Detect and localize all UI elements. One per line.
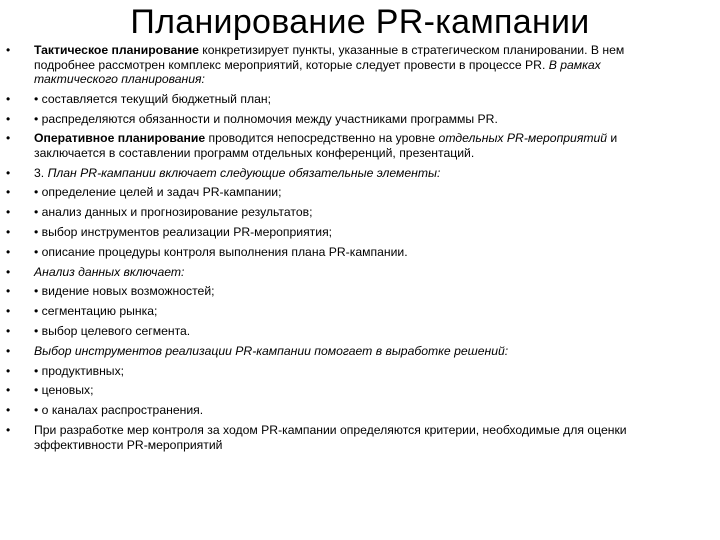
text-segment: При разработке мер контроля за ходом PR-кампании определяются критерии, необходимые для оценки эффективности PR-мероприятий [34, 423, 627, 452]
bullet-item [34, 225, 674, 240]
bullet-item [34, 131, 674, 160]
bullet-item [34, 403, 674, 418]
text-segment: Тактическое планирование [34, 43, 199, 57]
bullet-item [34, 284, 674, 299]
bullet-item [34, 423, 674, 452]
bullet-item [34, 383, 674, 398]
text-segment: отдельных PR-мероприятий [438, 131, 608, 146]
text-segment: • выбор целевого сегмента. [34, 324, 191, 339]
text-segment: • ценовых; [34, 383, 94, 398]
text-segment: План PR-кампании включает следующие обязательные элементы: [47, 165, 441, 180]
bullet-item [34, 265, 674, 280]
slide-title: Планирование PR-кампании [130, 3, 590, 41]
text-segment: • о каналах распространения. [34, 403, 204, 418]
bullet-item [34, 205, 674, 220]
text-segment: 3. [34, 165, 48, 180]
text-segment: • сегментацию рынка; [34, 304, 158, 319]
bullet-list [34, 43, 674, 457]
bullet-item [34, 245, 674, 260]
text-segment: В рамках тактического планирования: [34, 57, 601, 86]
text-segment: • определение целей и задач PR-кампании; [34, 185, 282, 200]
text-segment: Выбор инструментов реализации PR-кампании помогает в выработке решений: [34, 343, 509, 358]
bullet-item [34, 344, 674, 359]
bullet-item [34, 92, 674, 107]
text-segment: конкретизирует пункты, указанные в стратегическом планировании. В нем подробнее рассмотрен комплекс мероприятий, которые следует провести в процессе PR. [34, 43, 625, 72]
text-segment: • выбор инструментов реализации PR-мероприятия; [34, 225, 333, 240]
text-segment: • видение новых возможностей; [34, 284, 215, 299]
text-segment: • распределяются обязанности и полномочия между участниками программы PR. [34, 111, 498, 126]
text-segment: проводится непосредственно на уровне [205, 131, 439, 146]
bullet-item [34, 166, 674, 181]
bullet-item [34, 43, 674, 87]
text-segment: Анализ данных включает: [34, 264, 185, 279]
text-segment: • анализ данных и прогнозирование результатов; [34, 205, 313, 220]
text-segment: • описание процедуры контроля выполнения плана PR-кампании. [34, 244, 408, 259]
bullet-item [34, 185, 674, 200]
bullet-item [34, 364, 674, 379]
bullet-item [34, 324, 674, 339]
text-segment: и заключается в составлении программ отдельных конференций, презентаций. [34, 131, 618, 160]
text-segment: • продуктивных; [34, 363, 125, 378]
text-segment: Оперативное планирование [34, 131, 206, 146]
bullet-item [34, 304, 674, 319]
bullet-item [34, 112, 674, 127]
text-segment: • составляется текущий бюджетный план; [34, 91, 271, 106]
